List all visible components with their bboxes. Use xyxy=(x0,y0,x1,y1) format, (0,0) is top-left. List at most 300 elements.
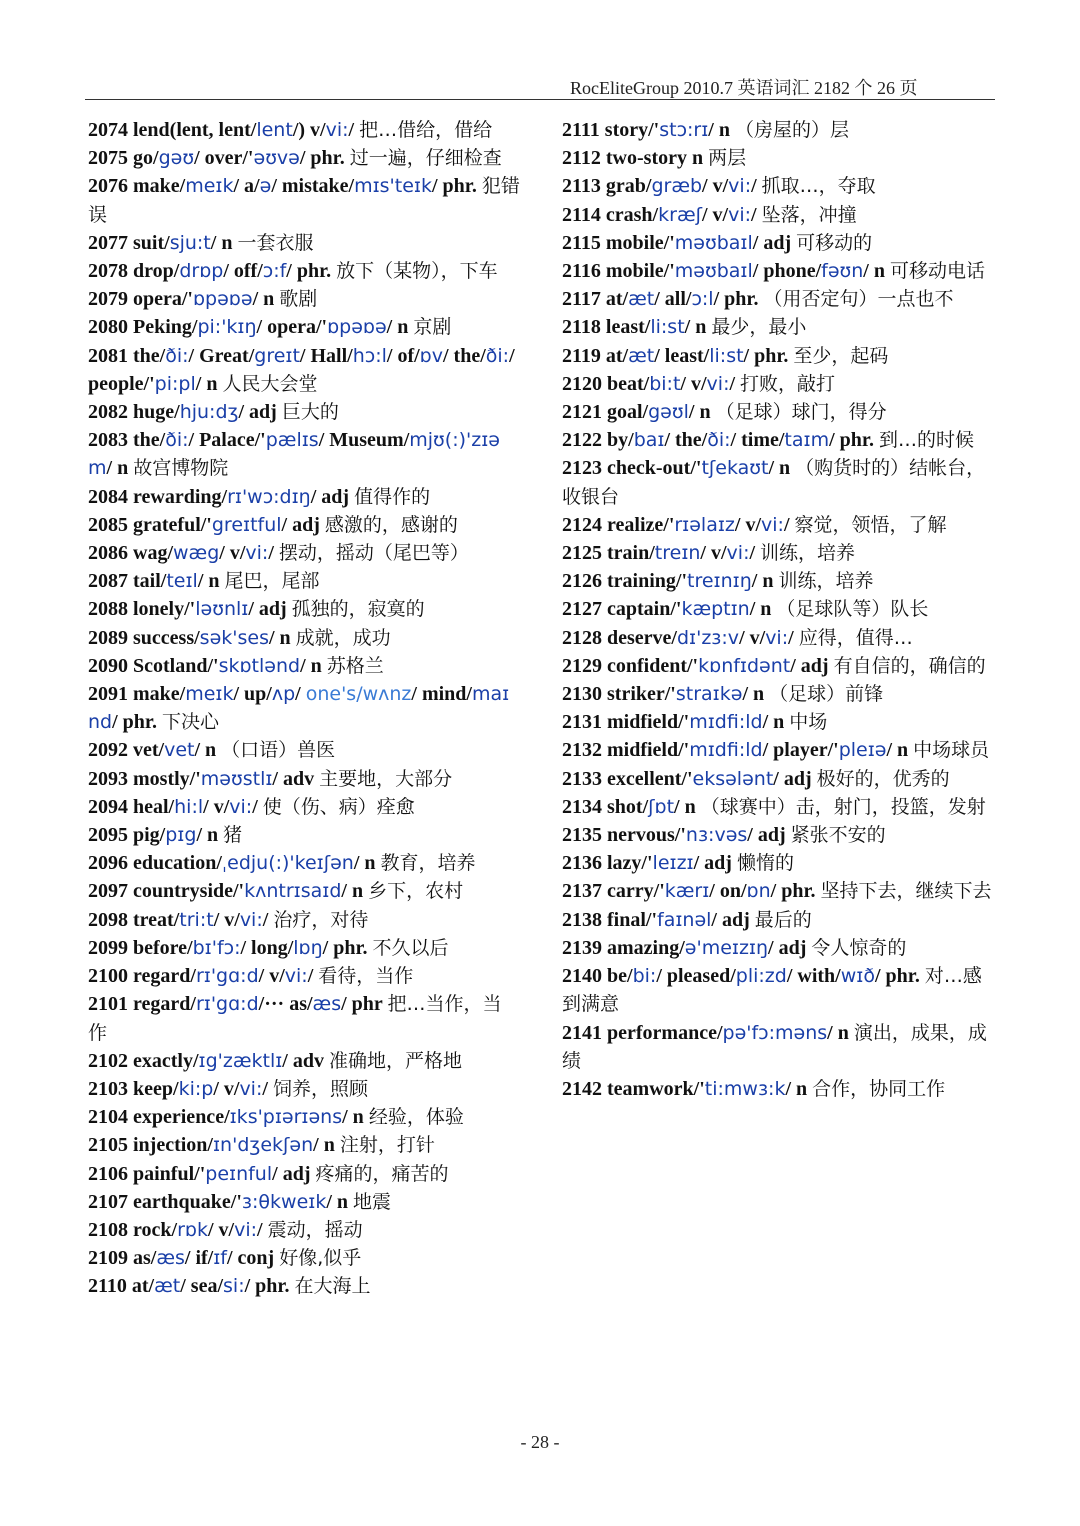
phonetic: ði: xyxy=(165,429,189,452)
vocab-entry xyxy=(562,511,994,539)
headword-text: 2136 lazy/' xyxy=(562,852,653,875)
phonetic: stɔ:rɪ xyxy=(659,119,709,141)
phonetic: æt xyxy=(628,344,655,367)
vocab-entry xyxy=(88,652,520,680)
phonetic: æs xyxy=(156,1247,185,1270)
headword-text: / with/ xyxy=(786,965,841,988)
chinese-definition: （足球）前锋 xyxy=(769,683,884,706)
headword-text: 2101 regard/ xyxy=(88,993,196,1016)
phonetic: eksələnt xyxy=(692,767,774,790)
vocab-entry xyxy=(562,313,994,341)
headword-text: / up/ xyxy=(233,683,272,706)
headword-text: 2119 at/ xyxy=(562,344,629,367)
headword-text: / the/ xyxy=(442,344,486,367)
headword-text: / phr. xyxy=(829,429,879,452)
vocab-entry xyxy=(88,483,520,511)
headword-text: / phr. xyxy=(874,965,925,988)
headword-text: / v/ xyxy=(219,542,246,565)
headword-text: / adj xyxy=(272,1162,316,1185)
headword-text: 2123 check-out/' xyxy=(562,457,702,480)
vocab-entry xyxy=(562,1075,994,1103)
chinese-definition: 坠落，冲撞 xyxy=(761,203,857,226)
phonetic: drɒp xyxy=(179,260,224,283)
headword-text: / n xyxy=(210,231,238,254)
headword-text: 2132 midfield/' xyxy=(562,739,690,762)
phonetic: sək'ses xyxy=(199,626,269,649)
phonetic: mjʊ(:)'zɪəm xyxy=(88,429,500,480)
chinese-definition: 成就，成功 xyxy=(295,626,391,649)
headword-text: 2100 regard/ xyxy=(88,965,196,988)
headword-text: 2111 story/' xyxy=(562,119,660,141)
vocab-entry xyxy=(88,116,520,144)
phonetic: vi: xyxy=(284,965,308,988)
headword-text: / phr. xyxy=(299,147,350,170)
vocab-entry xyxy=(88,342,520,398)
headword-text: / all/ xyxy=(654,288,692,311)
phonetic: vi: xyxy=(765,626,789,649)
headword-text: / n xyxy=(688,401,716,424)
headword-text: / xyxy=(348,119,360,141)
phonetic: baɪ xyxy=(633,429,665,452)
headword-text: / phr. xyxy=(244,1275,295,1298)
headword-text: 2108 rock/ xyxy=(88,1218,178,1241)
vocab-entry xyxy=(88,595,520,623)
phonetic: pɪg xyxy=(165,824,197,847)
chinese-definition: 懒惰的 xyxy=(736,852,794,875)
headword-text: 2076 make/ xyxy=(88,175,186,198)
left-column xyxy=(88,116,520,1301)
vocab-entry xyxy=(88,1047,520,1075)
headword-text: / adv xyxy=(272,767,320,790)
headword-text: / xyxy=(751,175,762,198)
chinese-definition: 地震 xyxy=(353,1190,392,1213)
chinese-definition: 乡下，农村 xyxy=(368,880,464,903)
phonetic: treɪnɪŋ xyxy=(687,570,752,593)
headword-text: / n xyxy=(708,119,735,141)
vocab-entry xyxy=(562,1019,994,1075)
chinese-definition: 经验，体验 xyxy=(368,1106,464,1129)
vocab-entry xyxy=(562,934,994,962)
vocab-entry xyxy=(562,398,994,426)
phonetic: si: xyxy=(223,1275,245,1298)
chinese-definition: 最少，最小 xyxy=(711,316,807,339)
chinese-definition: 坚持下去，继续下去 xyxy=(820,880,992,903)
headword-text: 2099 before/ xyxy=(88,936,193,959)
chinese-definition: 猪 xyxy=(223,824,243,847)
headword-text: / opera/' xyxy=(256,316,328,339)
headword-text: 2085 grateful/' xyxy=(88,513,212,536)
phonetic: mɪdfi:ld xyxy=(689,711,763,734)
headword-text: / adj xyxy=(752,231,797,254)
vocab-entry xyxy=(562,229,994,257)
headword-text: / n xyxy=(106,457,134,480)
headword-text: / sea/ xyxy=(180,1275,224,1298)
chinese-definition: 可移动的 xyxy=(796,231,873,254)
phonetic: bi:t xyxy=(649,372,681,395)
chinese-definition: 可移动电话 xyxy=(889,260,985,283)
headword-text: 2125 train/ xyxy=(562,542,655,565)
headword-text: / Great/ xyxy=(188,344,255,367)
chinese-definition: 对…感到满意 xyxy=(562,965,982,1016)
phonetic: æs xyxy=(312,993,342,1016)
phonetic: məʊstlɪ xyxy=(200,767,273,790)
right-column xyxy=(562,116,994,1103)
phonetic: əʊvə xyxy=(253,147,300,170)
headword-text: / n xyxy=(196,824,224,847)
headword-text: 2124 realize/' xyxy=(562,513,675,536)
phonetic: li:st xyxy=(650,316,685,339)
headword-text: / v/ xyxy=(702,175,729,198)
headword-text: / v/ xyxy=(213,908,240,931)
phonetic: hi:l xyxy=(174,795,204,818)
headword-text: 2086 wag/ xyxy=(88,542,173,565)
headword-text: 2096 education/ xyxy=(88,852,222,875)
headword-text: 2087 tail/ xyxy=(88,570,167,593)
headword-text: / phr. xyxy=(432,175,482,198)
headword-text: / n xyxy=(342,1106,369,1129)
vocab-entry xyxy=(562,172,994,200)
phonetic: treɪn xyxy=(654,542,701,565)
headword-text: 2088 lonely/' xyxy=(88,598,196,621)
headword-text: 2120 beat/ xyxy=(562,372,650,395)
headword-text: / n xyxy=(827,1021,854,1044)
headword-text: / xyxy=(751,203,762,226)
phonetic: kræʃ xyxy=(658,203,702,226)
vocab-entry xyxy=(88,877,520,905)
headword-text: 2138 final/' xyxy=(562,908,658,931)
phonetic: pi:pl xyxy=(154,372,196,395)
vocab-entry xyxy=(88,990,520,1046)
phonetic: pli:zd xyxy=(735,965,787,988)
headword-text: / v/ xyxy=(734,513,762,536)
headword-text: / Palace/' xyxy=(188,429,266,452)
headword-text: / adj xyxy=(693,852,737,875)
headword-text: / a/ xyxy=(233,175,260,198)
headword-text: / n xyxy=(197,570,225,593)
chinese-definition: 歌剧 xyxy=(279,288,318,311)
headword-text: / phr xyxy=(341,993,388,1016)
phonetic: vi: xyxy=(239,1077,263,1100)
headword-text: / player/' xyxy=(762,739,839,762)
chinese-definition: 疼痛的，痛苦的 xyxy=(315,1162,449,1185)
phonetic: rɪəlaɪz xyxy=(674,513,735,536)
chinese-definition: 苏格兰 xyxy=(326,654,384,677)
chinese-definition: 下决心 xyxy=(161,711,219,734)
phonetic: vi: xyxy=(239,908,263,931)
chinese-definition: 令人惊奇的 xyxy=(811,936,907,959)
headword-text: / time/ xyxy=(730,429,785,452)
phonetic: æt xyxy=(154,1275,181,1298)
vocab-entry xyxy=(88,257,520,285)
chinese-definition: 在大海上 xyxy=(294,1275,371,1298)
phonetic: ə'meɪzɪŋ xyxy=(684,936,769,959)
phonetic: nɜ:vəs xyxy=(685,824,748,847)
headword-text: / phr. xyxy=(713,288,764,311)
phonetic: wɪð xyxy=(840,965,875,988)
headword-text: / people/' xyxy=(88,344,515,395)
headword-text: / xyxy=(729,372,741,395)
phonetic: pi:'kɪŋ xyxy=(197,316,257,339)
headword-text: 2103 keep/ xyxy=(88,1077,179,1100)
headword-text: / n xyxy=(749,598,777,621)
chinese-definition: 把…借给，借给 xyxy=(359,119,493,141)
chinese-definition: 摆动，摇动（尾巴等） xyxy=(278,542,469,565)
headword-text: 2131 midfield/' xyxy=(562,711,690,734)
chinese-definition: （足球队等）队长 xyxy=(776,598,929,621)
chinese-definition: 合作，协同工作 xyxy=(812,1077,946,1100)
headword-text: / over/' xyxy=(194,147,254,170)
headword-text: / adj xyxy=(238,401,282,424)
chinese-definition: 一套衣服 xyxy=(237,231,314,254)
chinese-definition: 准确地，严格地 xyxy=(328,1049,462,1072)
headword-text: / n xyxy=(341,880,369,903)
vocab-entry xyxy=(562,201,994,229)
chinese-definition: 巨大的 xyxy=(281,401,339,424)
phonetic: sju:t xyxy=(169,231,211,254)
headword-text: 2089 success/ xyxy=(88,626,200,649)
headword-text: 2091 make/ xyxy=(88,683,186,706)
phonetic: kærɪ xyxy=(664,880,710,903)
chinese-definition: 中场 xyxy=(789,711,828,734)
headword-text: / n xyxy=(195,372,223,395)
phonetic: tʃekaʊt xyxy=(701,457,769,480)
headword-text: / n xyxy=(300,654,327,677)
vocab-entry xyxy=(88,511,520,539)
chinese-definition: 主要地，大部分 xyxy=(319,767,453,790)
chinese-definition: 训练，培养 xyxy=(778,570,874,593)
page-header: RocEliteGroup 2010.7 英语词汇 2182 个 26 页 xyxy=(570,78,918,98)
phonetic: æt xyxy=(628,288,655,311)
vocab-entry xyxy=(88,962,520,990)
phonetic: vet xyxy=(164,739,195,762)
headword-text: 2114 crash/ xyxy=(562,203,659,226)
headword-text: 2095 pig/ xyxy=(88,824,166,847)
phonetic: məʊbaɪl xyxy=(674,260,753,283)
phonetic: kɒnfɪdənt xyxy=(698,654,791,677)
vocab-entry xyxy=(88,1244,520,1272)
headword-text: / n xyxy=(751,570,779,593)
headword-text: / off/ xyxy=(223,260,263,283)
headword-text: 2075 go/ xyxy=(88,147,159,170)
headword-text: / of/ xyxy=(386,344,420,367)
chinese-definition: 不久以后 xyxy=(372,936,449,959)
headword-text: 2083 the/ xyxy=(88,429,166,452)
chinese-definition: （房屋的）层 xyxy=(734,119,849,141)
phonetic: gəʊl xyxy=(648,401,689,424)
chinese-definition: 打败，敲打 xyxy=(740,372,836,395)
headword-text: / v/ xyxy=(700,542,727,565)
headword-text: 2117 at/ xyxy=(562,288,629,311)
vocab-entry xyxy=(562,652,994,680)
phonetic: vi: xyxy=(728,175,752,198)
headword-text: / n xyxy=(785,1077,813,1100)
headword-text: 2118 least/ xyxy=(562,316,651,339)
phonetic: ləʊnlɪ xyxy=(195,598,249,621)
phonetic: pælɪs xyxy=(265,429,319,452)
chinese-definition: （用否定句）一点也不 xyxy=(763,288,954,311)
vocab-entry xyxy=(88,793,520,821)
phonetic: græb xyxy=(651,175,703,198)
chinese-definition: （足球）球门，得分 xyxy=(715,401,887,424)
headword-text: 2112 two-story n xyxy=(562,147,709,170)
chinese-definition: 人民大会堂 xyxy=(222,372,318,395)
headword-text: / xyxy=(788,626,799,649)
phonetic: ɔ:l xyxy=(691,288,714,311)
headword-text: / if/ xyxy=(184,1247,214,1270)
headword-text: 2081 the/ xyxy=(88,344,166,367)
headword-text: / n xyxy=(252,288,280,311)
headword-text: 2129 confident/' xyxy=(562,654,699,677)
headword-text: 2122 by/ xyxy=(562,429,634,452)
headword-text: 2113 grab/ xyxy=(562,175,652,198)
phonetic: kʌntrɪsaɪd xyxy=(244,880,342,903)
phonetic: ti:mwɜ:k xyxy=(704,1077,786,1100)
phonetic: vi: xyxy=(245,542,269,565)
headword-text: / v/ xyxy=(203,795,230,818)
chinese-definition: 过一遍，仔细检查 xyxy=(349,147,502,170)
phonetic: vi: xyxy=(726,542,750,565)
headword-text: / n xyxy=(742,683,770,706)
headword-text: / xyxy=(749,542,761,565)
headword-text: 2110 at/ xyxy=(88,1275,155,1298)
headword-text: / xyxy=(262,908,274,931)
chinese-definition: 训练，培养 xyxy=(760,542,856,565)
phonetic: peɪnful xyxy=(205,1162,273,1185)
chinese-definition: （口语）兽医 xyxy=(221,739,336,762)
vocab-entry xyxy=(88,765,520,793)
headword-text: / phr. xyxy=(743,344,794,367)
phonetic: pleɪə xyxy=(838,739,887,762)
phonetic: rɪ'gɑ:d xyxy=(195,965,259,988)
headword-text: / n xyxy=(326,1190,354,1213)
phonetic: one's/wʌnz xyxy=(305,683,412,706)
headword-text: 2140 be/ xyxy=(562,965,633,988)
vocab-entry xyxy=(88,1075,520,1103)
headword-text: / xyxy=(257,1218,268,1241)
vocab-entry xyxy=(88,567,520,595)
vocab-entry xyxy=(562,736,994,764)
headword-text: / v/ xyxy=(258,965,285,988)
headword-text: / v/ xyxy=(213,1077,240,1100)
headword-text: / phr. xyxy=(322,936,373,959)
vocab-entry xyxy=(562,426,994,454)
chinese-definition: 震动，摇动 xyxy=(267,1218,363,1241)
phonetic: mɪdfi:ld xyxy=(689,739,763,762)
vocab-entry xyxy=(88,1272,520,1300)
phonetic: ði: xyxy=(707,429,731,452)
headword-text: 2080 Peking/ xyxy=(88,316,198,339)
chinese-definition: 京剧 xyxy=(413,316,452,339)
headword-text: / v/ xyxy=(701,203,729,226)
phonetic: lɒŋ xyxy=(293,936,323,959)
phonetic: li:st xyxy=(709,344,744,367)
chinese-definition: （球赛中）击，射门，投篮，发射 xyxy=(700,795,986,818)
headword-text: 2084 rewarding/ xyxy=(88,485,228,508)
chinese-definition: 应得，值得… xyxy=(798,626,913,649)
phonetic: rɪ'gɑ:d xyxy=(195,993,259,1016)
phonetic: ði: xyxy=(485,344,510,367)
headword-text: / the/ xyxy=(664,429,708,452)
headword-text: / adv xyxy=(282,1049,329,1072)
chinese-definition: 中场球员 xyxy=(913,739,990,762)
headword-text: / adj xyxy=(790,654,834,677)
chinese-definition: 察觉，领悟，了解 xyxy=(794,513,947,536)
headword-text: 2133 excellent/' xyxy=(562,767,693,790)
headword-text: 2094 heal/ xyxy=(88,795,175,818)
phonetic: bi: xyxy=(632,965,657,988)
vocab-entry xyxy=(562,257,994,285)
chinese-definition: 有自信的，确信的 xyxy=(833,654,986,677)
headword-text: 2105 injection/ xyxy=(88,1134,213,1157)
headword-text: 2142 teamwork/' xyxy=(562,1077,705,1100)
headword-text: 2079 opera/' xyxy=(88,288,193,311)
headword-text: 2135 nervous/' xyxy=(562,824,686,847)
vocab-entry xyxy=(88,1131,520,1159)
phonetic: ði: xyxy=(165,344,189,367)
headword-text: / adj xyxy=(747,824,791,847)
chinese-definition: 使（伤、病）痊愈 xyxy=(262,795,415,818)
headword-text: / phr. xyxy=(112,711,162,734)
phonetic: greɪt xyxy=(254,344,300,367)
phonetic: skɒtlənd xyxy=(218,654,301,677)
vocab-entry xyxy=(562,821,994,849)
phonetic: ɪks'pɪərɪəns xyxy=(229,1106,343,1129)
phonetic: wæg xyxy=(173,542,220,565)
vocab-entry xyxy=(88,313,520,341)
phonetic: ɔ:f xyxy=(262,260,287,283)
phonetic: ɒpəɒə xyxy=(327,316,387,339)
phonetic: leɪzɪ xyxy=(652,852,694,875)
headword-text: / phr. xyxy=(286,260,337,283)
headword-text: / xyxy=(268,542,279,565)
vocab-entry xyxy=(562,962,994,1018)
chinese-definition: 抓取…，夺取 xyxy=(761,175,876,198)
chinese-definition: 好像,似乎 xyxy=(279,1247,362,1270)
phonetic: vi: xyxy=(229,795,253,818)
headword-text: 2106 painful/' xyxy=(88,1162,206,1185)
chinese-definition: 注射，打针 xyxy=(339,1134,435,1157)
chinese-definition: 尾巴，尾部 xyxy=(224,570,320,593)
headword-text: / xyxy=(252,795,263,818)
phonetic: maɪnd xyxy=(88,683,510,734)
headword-text: / xyxy=(262,1077,273,1100)
phonetic: pə'fɔ:məns xyxy=(722,1021,828,1044)
headword-text: 2104 experience/ xyxy=(88,1106,230,1129)
headword-text: / n xyxy=(768,457,796,480)
headword-text: 2107 earthquake/' xyxy=(88,1190,242,1213)
phonetic: mɪs'teɪk xyxy=(354,175,432,198)
chinese-definition: 把…当作，当作 xyxy=(88,993,502,1044)
headword-text: / n xyxy=(863,260,890,283)
vocab-entry xyxy=(88,1216,520,1244)
chinese-definition: 紧张不安的 xyxy=(790,824,886,847)
headword-text: 2137 carry/' xyxy=(562,880,665,903)
headword-text: / adj xyxy=(768,936,812,959)
phonetic: tri:t xyxy=(179,908,214,931)
headword-text: 2126 training/' xyxy=(562,570,688,593)
phonetic: ɪg'zæktlɪ xyxy=(198,1049,283,1072)
phonetic: ɜ:θkweɪk xyxy=(241,1190,327,1213)
vocab-entry xyxy=(562,793,994,821)
phonetic: rɪ'wɔ:dɪŋ xyxy=(227,485,311,508)
header-divider xyxy=(85,99,995,100)
headword-text: / phr. xyxy=(770,880,821,903)
phonetic: taɪm xyxy=(784,429,830,452)
phonetic: faɪnəl xyxy=(657,908,712,931)
phonetic: vi: xyxy=(325,119,349,141)
phonetic: vi: xyxy=(706,372,730,395)
headword-text: / phone/ xyxy=(752,260,822,283)
